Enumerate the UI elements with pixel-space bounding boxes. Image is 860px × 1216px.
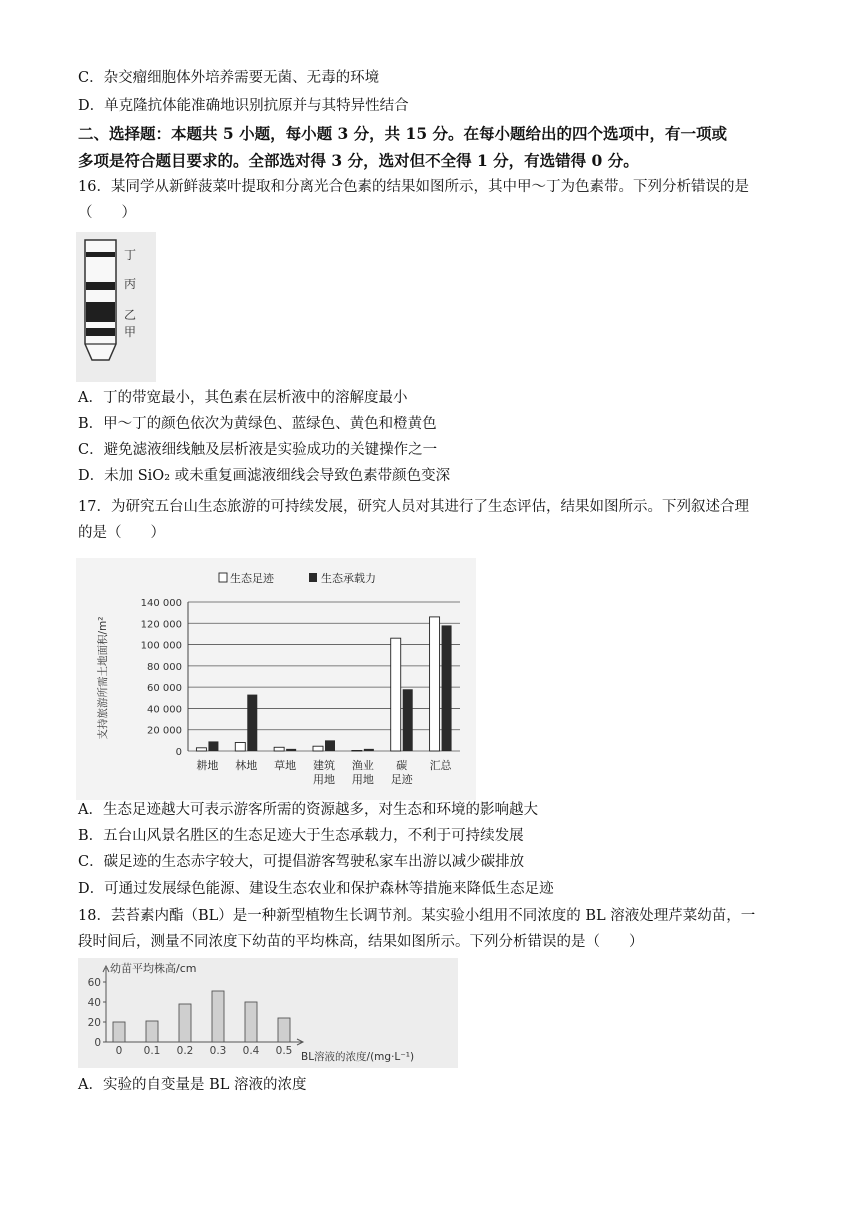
- chart1-y-tick-label: 40 000: [147, 704, 182, 716]
- band-jia: [86, 328, 115, 336]
- chart1-x-tick-label: 用地: [351, 773, 374, 786]
- chart1-x-tick-label: 渔业: [351, 759, 374, 772]
- chart1-x-tick-label: 用地: [313, 773, 335, 786]
- chart1-x-tick-label: 足迹: [390, 773, 413, 786]
- option-c-q15: C．杂交瘤细胞体外培养需要无菌、无毒的环境: [78, 70, 380, 86]
- chart2-x-axis-title: BL溶液的浓度/(mg·L⁻¹): [301, 1051, 415, 1063]
- chart2-y-tick-label: 40: [87, 997, 101, 1009]
- chart2-bar: [113, 1022, 125, 1042]
- chart1-bar-capacity: [286, 749, 296, 751]
- strip-label-jia: 甲: [124, 325, 137, 339]
- chart1-x-tick-label: 碳: [396, 759, 408, 772]
- chart2-bar: [212, 991, 224, 1042]
- q16-option-a: A．丁的带宽最小，其色素在层析液中的溶解度最小: [78, 390, 408, 406]
- chart1-bar-capacity: [247, 695, 257, 751]
- q16-option-b: B．甲～丁的颜色依次为黄绿色、蓝绿色、黄色和橙黄色: [78, 416, 437, 432]
- chart2-y-tick-label: 60: [87, 977, 101, 989]
- chart1-bar-footprint: [352, 750, 362, 751]
- chart2-y-axis-title: 幼苗平均株高/cm: [110, 962, 197, 975]
- chart1-bar-capacity: [442, 625, 452, 751]
- q18-option-a: A．实验的自变量是 BL 溶液的浓度: [78, 1077, 307, 1093]
- chart2-y-tick-label: 20: [87, 1017, 101, 1029]
- chart2-x-tick-label: 0.4: [242, 1045, 260, 1057]
- section-2-heading-line1: 二、选择题：本题共 5 小题，每小题 3 分，共 15 分。在每小题给出的四个选项中，有一项或: [78, 124, 728, 143]
- chart1-y-tick-label: 140 000: [140, 598, 182, 609]
- strip-label-bing: 丙: [124, 277, 137, 291]
- chart1-y-tick-label: 0: [175, 747, 182, 758]
- q16-stem-line2: （ ）: [78, 205, 136, 221]
- chart1-bar-footprint: [196, 748, 206, 751]
- q17-option-d: D．可通过发展绿色能源、建设生态农业和保护森林等措施来降低生态足迹: [78, 881, 554, 897]
- q16-stem-line1: 16．某同学从新鲜菠菜叶提取和分离光合色素的结果如图所示，其中甲～丁为色素带。下列分析错误的是: [78, 179, 749, 195]
- q17-stem-line2: 的是（ ）: [78, 525, 165, 541]
- chart2-y-tick-label: 0: [94, 1037, 101, 1049]
- legend-swatch-capacity: [309, 573, 317, 582]
- chart2-x-tick-label: 0.1: [143, 1045, 161, 1057]
- legend-label-capacity: 生态承载力: [321, 572, 376, 585]
- legend-swatch-footprint: [219, 573, 227, 582]
- band-yi: [86, 302, 115, 322]
- chart1-bar-footprint: [235, 742, 245, 751]
- chart1-bar-capacity: [208, 741, 218, 751]
- ecological-footprint-chart: [76, 558, 476, 800]
- chart1-bar-footprint: [391, 638, 401, 751]
- chart1-y-tick-label: 120 000: [140, 619, 182, 631]
- band-ding: [86, 252, 115, 257]
- strip-label-ding: 丁: [124, 248, 137, 262]
- chart1-x-tick-label: 草地: [274, 759, 297, 772]
- chart1-y-tick-label: 80 000: [147, 661, 182, 673]
- chart2-x-tick-label: 0.3: [209, 1045, 227, 1057]
- chart2-bar: [146, 1021, 158, 1042]
- band-bing: [86, 282, 115, 290]
- chart1-x-tick-label: 耕地: [196, 759, 219, 772]
- q16-option-d: D．未加 SiO₂ 或未重复画滤液细线会导致色素带颜色变深: [78, 468, 451, 484]
- chart1-bar-capacity: [325, 740, 335, 751]
- section-2-heading-line2: 多项是符合题目要求的。全部选对得 3 分，选对但不全得 1 分，有选错得 0 分。: [78, 151, 639, 170]
- chart1-x-tick-label: 林地: [235, 759, 258, 772]
- legend-label-footprint: 生态足迹: [230, 572, 274, 585]
- q16-option-c: C．避免滤液细线触及层析液是实验成功的关键操作之一: [78, 442, 438, 458]
- chart1-bar-footprint: [274, 747, 284, 751]
- q17-stem-line1: 17．为研究五台山生态旅游的可持续发展，研究人员对其进行了生态评估，结果如图所示。下列叙述合理: [78, 499, 749, 515]
- chart1-y-tick-label: 60 000: [147, 683, 182, 695]
- chart1-y-axis-title: 支持旅游所需土地面积/m²: [97, 616, 109, 740]
- chart1-bar-footprint: [430, 617, 440, 751]
- chromatography-strip-figure: [76, 232, 156, 382]
- chart2-bar: [245, 1002, 257, 1042]
- q17-option-c: C．碳足迹的生态赤字较大，可提倡游客驾驶私家车出游以减少碳排放: [78, 854, 525, 870]
- chart1-bar-footprint: [313, 746, 323, 751]
- strip-label-yi: 乙: [124, 308, 137, 322]
- chart2-x-tick-label: 0.2: [176, 1045, 194, 1057]
- chart1-bar-capacity: [364, 749, 374, 751]
- chart1-bar-capacity: [403, 689, 413, 751]
- chart2-bar: [278, 1018, 290, 1042]
- chart1-x-tick-label: 建筑: [313, 759, 335, 772]
- q17-option-a: A．生态足迹越大可表示游客所需的资源越多，对生态和环境的影响越大: [78, 802, 538, 818]
- q18-stem-line2: 段时间后，测量不同浓度下幼苗的平均株高，结果如图所示。下列分析错误的是（ ）: [78, 934, 644, 950]
- option-d-q15: D．单克隆抗体能准确地识别抗原并与其特异性结合: [78, 98, 409, 114]
- bl-plant-height-chart: [78, 958, 458, 1068]
- chart1-x-tick-label: 汇总: [429, 759, 452, 772]
- q18-stem-line1: 18．芸苔素内酯（BL）是一种新型植物生长调节剂。某实验小组用不同浓度的 BL 溶液处理芹菜幼苗，一: [78, 908, 756, 924]
- chart2-x-tick-label: 0.5: [275, 1045, 293, 1057]
- filter-paper-strip: [85, 240, 116, 360]
- chart2-x-tick-label: 0: [115, 1045, 123, 1057]
- chart1-y-tick-label: 100 000: [140, 640, 182, 652]
- chart1-y-tick-label: 20 000: [147, 725, 182, 737]
- chart2-bar: [179, 1004, 191, 1042]
- q17-option-b: B．五台山风景名胜区的生态足迹大于生态承载力，不利于可持续发展: [78, 828, 524, 844]
